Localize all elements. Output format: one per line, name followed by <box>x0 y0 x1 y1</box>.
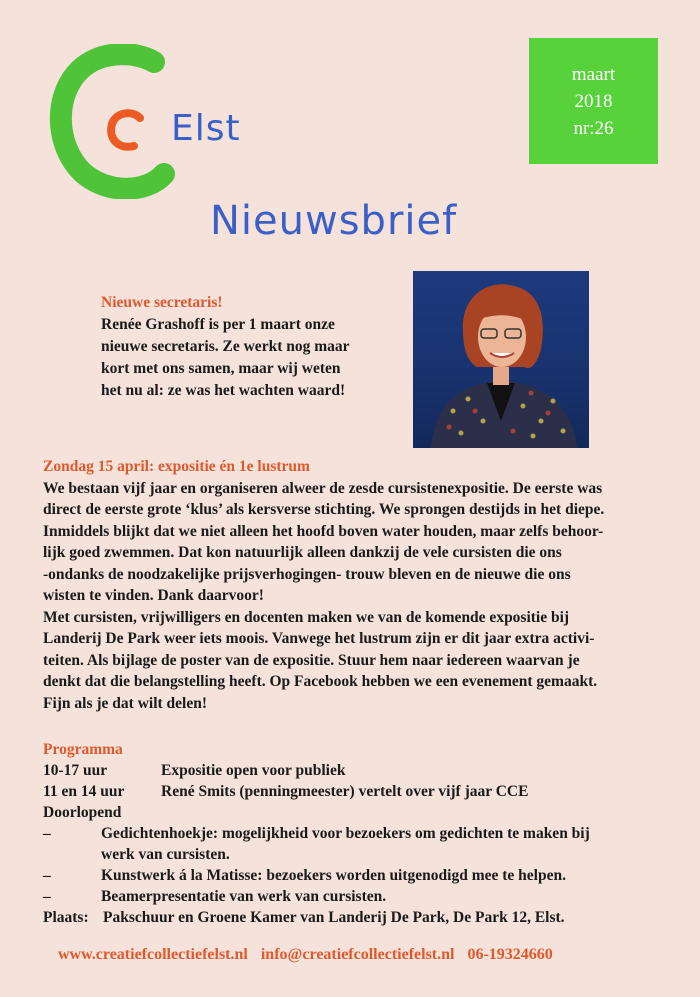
bullet-dash: – <box>43 825 51 842</box>
article-line: We bestaan vijf jaar en organiseren alweer de zesde cursistenexpositie. De eerste was <box>43 479 603 497</box>
place-row <box>43 907 683 928</box>
issue-year: 2018 <box>574 90 613 112</box>
bullet-dash: – <box>43 867 51 884</box>
ongoing-text: Gedichtenhoekje: mogelijkheid voor bezoekers om gedichten te maken bij <box>101 825 590 842</box>
program-desc: Expositie open voor publiek <box>161 762 346 779</box>
email-link[interactable]: info@creatiefcollectiefelst.nl <box>260 946 455 963</box>
ongoing-item <box>43 886 683 907</box>
ongoing-text-continued: werk van cursisten. <box>101 846 230 863</box>
issue-number: nr:26 <box>573 117 614 139</box>
issue-box <box>529 38 658 164</box>
article-heading: Zondag 15 april: expositie én 1e lustrum <box>43 458 310 475</box>
website-link[interactable]: www.creatiefcollectiefelst.nl <box>58 946 248 963</box>
logo-name: Elst <box>171 108 241 149</box>
article-line: -ondanks de noodzakelijke prijsverhogingen- trouw bleven en de nieuwe die ons <box>43 565 571 583</box>
secretary-line: Renée Grashoff is per 1 maart onze <box>101 316 335 333</box>
ongoing-text: Beamerpresentatie van werk van cursisten. <box>101 888 387 905</box>
issue-month: maart <box>571 63 616 85</box>
article-line: lijk goed zwemmen. Dat kon natuurlijk alleen dankzij de vele cursisten die ons <box>43 544 562 561</box>
exhibition-article <box>43 456 673 714</box>
article-line: Landerij De Park weer iets moois. Vanwege het lustrum zijn er dit jaar extra activi- <box>43 630 595 647</box>
bullet-dash: – <box>43 888 51 905</box>
article-line: teiten. Als bijlage de poster van de expositie. Stuur hem naar iedereen waarvan je <box>43 651 580 669</box>
secretary-heading: Nieuwe secretaris! <box>101 294 223 311</box>
article-line: denkt dat die belangstelling heeft. Op Facebook hebben we een evenement gemaakt. <box>43 673 598 690</box>
program-desc: René Smits (penningmeester) vertelt over vijf jaar CCE <box>161 783 529 800</box>
place-value: Pakschuur en Groene Kamer van Landerij De Park, De Park 12, Elst. <box>103 909 565 926</box>
ongoing-item <box>43 823 683 844</box>
program-time: 10-17 uur <box>43 762 108 779</box>
program-section <box>43 739 683 928</box>
ongoing-item <box>43 865 683 886</box>
secretary-line: het nu al: ze was het wachten waard! <box>101 382 346 399</box>
portrait-photo <box>413 271 589 448</box>
article-line: direct de eerste grote ‘klus’ als kersverse stichting. We sprongen destijds in het diepe. <box>43 501 605 518</box>
article-line: Met cursisten, vrijwilligers en docenten maken we van de komende expositie bij <box>43 608 570 626</box>
program-row <box>43 781 683 802</box>
secretary-line: kort met ons samen, maar wij weten <box>101 360 341 377</box>
ongoing-text: Kunstwerk á la Matisse: bezoekers worden uitgenodigd mee te helpen. <box>101 867 566 884</box>
newsletter-title: Nieuwsbrief <box>210 198 458 244</box>
program-heading: Programma <box>43 741 123 758</box>
program-row <box>43 760 683 781</box>
article-line: Inmiddels blijkt dat we niet alleen het hoofd boven water houden, maar zelfs behoor- <box>43 522 604 540</box>
logo <box>46 44 246 199</box>
footer-contact <box>58 946 562 964</box>
secretary-section <box>101 292 401 402</box>
place-label: Plaats: <box>43 909 89 926</box>
secretary-line: nieuwe secretaris. Ze werkt nog maar <box>101 338 350 355</box>
article-line: wisten te vinden. Dank daarvoor! <box>43 587 264 604</box>
article-line: Fijn als je dat wilt delen! <box>43 694 208 712</box>
ongoing-label: Doorlopend <box>43 804 122 821</box>
program-time: 11 en 14 uur <box>43 783 125 800</box>
ongoing-item-continued <box>43 844 683 865</box>
phone-number: 06-19324660 <box>467 946 553 963</box>
